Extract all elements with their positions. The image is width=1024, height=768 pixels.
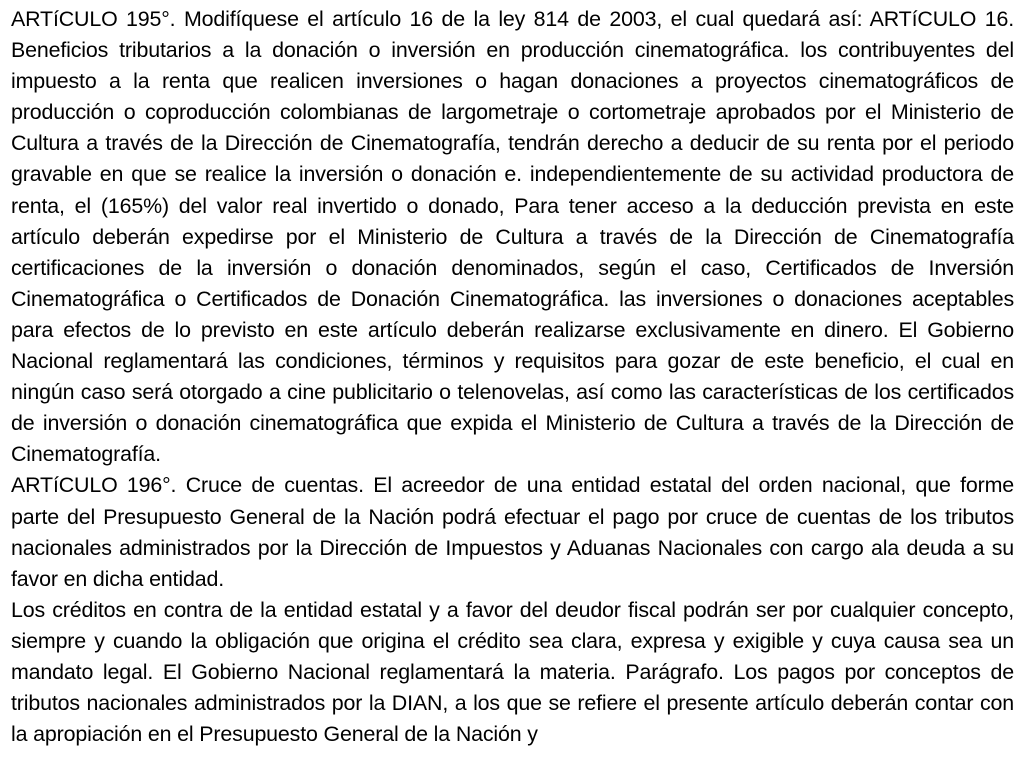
paragraph-articulo-195: ARTíCULO 195°. Modifíquese el artículo 16 de la ley 814 de 2003, el cual quedará así: ARTíCULO 16. Beneficios tributarios a la donación o inversión en producción cinematográfica. los contribuyentes del impuesto a la renta que realicen inversiones o hagan donaciones a proyectos cinematográficos de producción o coproducción colombianas de largometraje o cortometraje aprobados por el Ministerio de Cultura a través de la Dirección de Cinematografía, tendrán derecho a deducir de su renta por el periodo gravable en que se realice la inversión o donación e. independientemente de su actividad productora de renta, el (165%) del valor real invertido o donado, Para tener acceso a la deducción prevista en este artículo deberán expedirse por el Ministerio de Cultura a través de la Dirección de Cinematografía certificaciones de la inversión o donación denominados, según el caso, Certificados de Inversión Cinematográfica o Certificados de Donación Cinematográfica. las inversiones o donaciones aceptables para efectos de lo previsto en este artículo deberán realizarse exclusivamente en dinero. El Gobierno Nacional reglamentará las condiciones, términos y requisitos para gozar de este beneficio, el cual en ningún caso será otorgado a cine publicitario o telenovelas, así como las características de los certificados de inversión o donación cinematográfica que expida el Ministerio de Cultura a través de la Dirección de Cinematografía.: [11, 7, 1014, 467]
paragraph-creditos: Los créditos en contra de la entidad estatal y a favor del deudor fiscal podrán ser por cualquier concepto, siempre y cuando la obligación que origina el crédito sea clara, expresa y exigible y cuya causa sea un mandato legal. El Gobierno Nacional reglamentará la materia. Parágrafo. Los pagos por conceptos de tributos nacionales administrados por la DIAN, a los que se refiere el presente artículo deberán contar con la apropiación en el Presupuesto General de la Nación y: [11, 597, 1014, 747]
paragraph-articulo-196: ARTíCULO 196°. Cruce de cuentas. El acreedor de una entidad estatal del orden nacional, que forme parte del Presupuesto General de la Nación podrá efectuar el pago por cruce de cuentas de los tributos nacionales administrados por la Dirección de Impuestos y Aduanas Nacionales con cargo ala deuda a su favor en dicha entidad.: [11, 473, 1014, 591]
document-text-body: [11, 4, 1014, 750]
